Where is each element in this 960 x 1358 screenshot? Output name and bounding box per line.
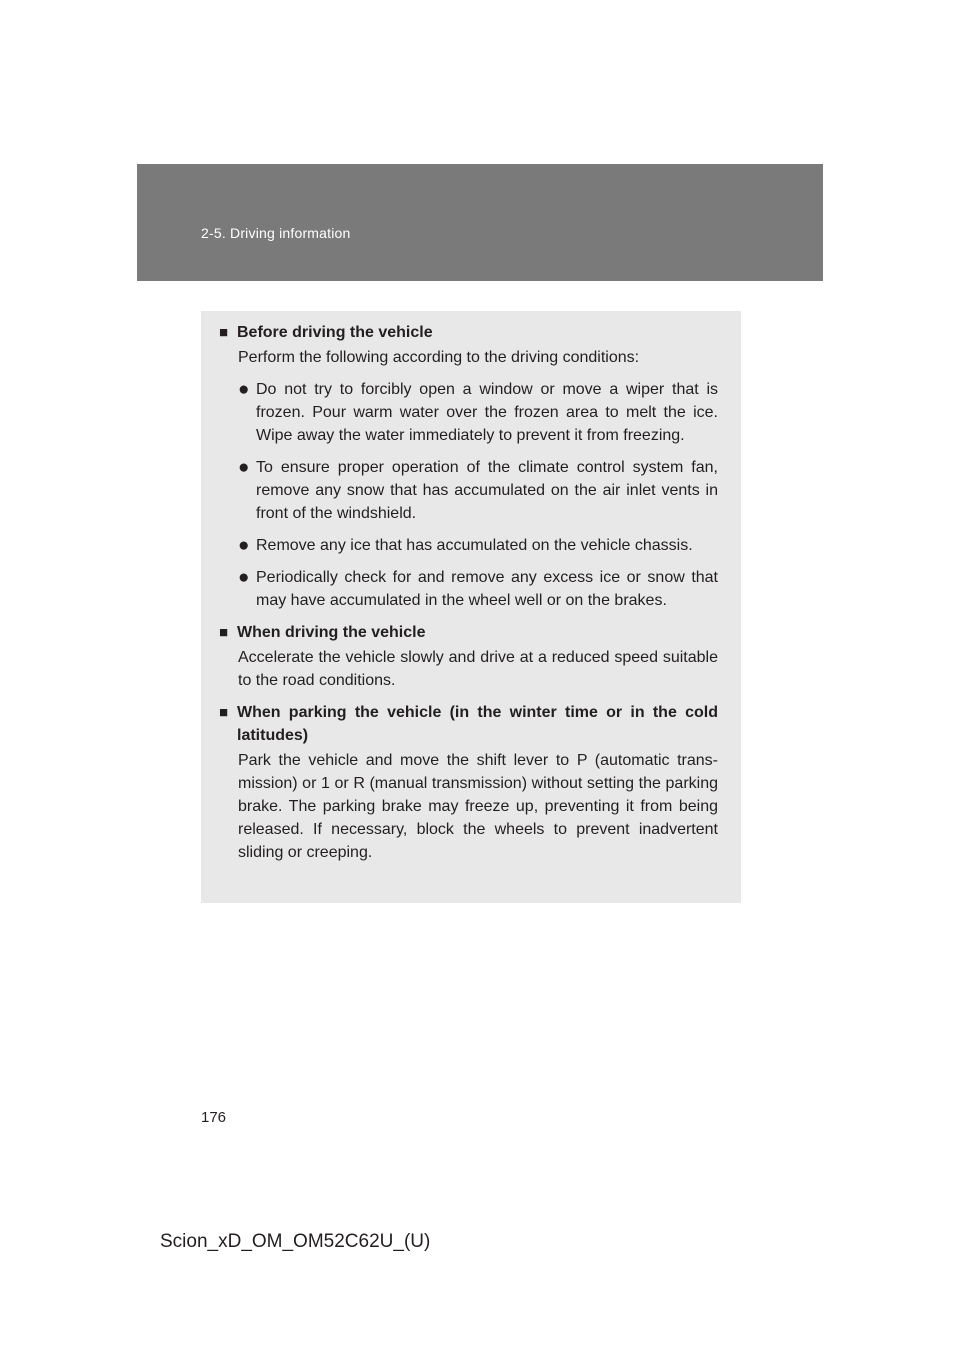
square-icon: ■ bbox=[219, 624, 229, 641]
list-item bbox=[238, 534, 718, 557]
square-icon: ■ bbox=[219, 704, 229, 721]
section-heading: Before driving the vehicle bbox=[237, 324, 433, 341]
section-before-driving bbox=[219, 321, 718, 612]
section-heading: When driving the vehicle bbox=[237, 624, 426, 641]
info-box bbox=[201, 311, 741, 903]
section-when-parking bbox=[219, 701, 718, 864]
page-number: 176 bbox=[201, 1109, 227, 1126]
bullet-icon: ● bbox=[238, 535, 250, 556]
section-body: Accelerate the vehicle slowly and drive at a reduced speed suitable to the road conditions. bbox=[238, 649, 718, 689]
section-when-driving bbox=[219, 621, 718, 692]
section-title: 2-5. Driving information bbox=[201, 225, 351, 241]
bullet-icon: ● bbox=[238, 567, 250, 588]
section-heading-row bbox=[219, 701, 718, 747]
section-body: Park the vehicle and move the shift lever to P (automatic transmission) or 1 or R (manual transmission) without setting the parking brake. The parking brake may freeze up, preventing it from being released. If necessary, block the wheels to prevent inadvertent sliding or creeping. bbox=[238, 752, 718, 861]
bullet-icon: ● bbox=[238, 379, 250, 400]
square-icon: ■ bbox=[219, 324, 229, 341]
document-code: Scion_xD_OM_OM52C62U_(U) bbox=[160, 1231, 431, 1252]
section-heading-row bbox=[219, 621, 718, 644]
bullet-text: Do not try to forcibly open a window or move a wiper that is frozen. Pour warm water over the frozen area to melt the ice. Wipe away the water immediately to prevent it from freezing. bbox=[256, 381, 718, 444]
section-intro: Perform the following according to the driving conditions: bbox=[238, 349, 640, 366]
bullet-icon: ● bbox=[238, 457, 250, 478]
bullet-list bbox=[238, 378, 718, 612]
list-item bbox=[238, 456, 718, 525]
list-item bbox=[238, 378, 718, 447]
section-heading: When parking the vehicle (in the winter time or in the cold latitudes) bbox=[237, 704, 718, 744]
list-item bbox=[238, 566, 718, 612]
bullet-text: Remove any ice that has accumulated on the vehicle chassis. bbox=[256, 537, 693, 554]
bullet-text: Periodically check for and remove any excess ice or snow that may have accumulated in the wheel well or on the brakes. bbox=[256, 569, 718, 609]
section-heading-row bbox=[219, 321, 718, 344]
bullet-text: To ensure proper operation of the climate control system fan, remove any snow that has accumulated on the air inlet vents in front of the windshield. bbox=[256, 459, 718, 522]
header-band bbox=[137, 164, 823, 281]
